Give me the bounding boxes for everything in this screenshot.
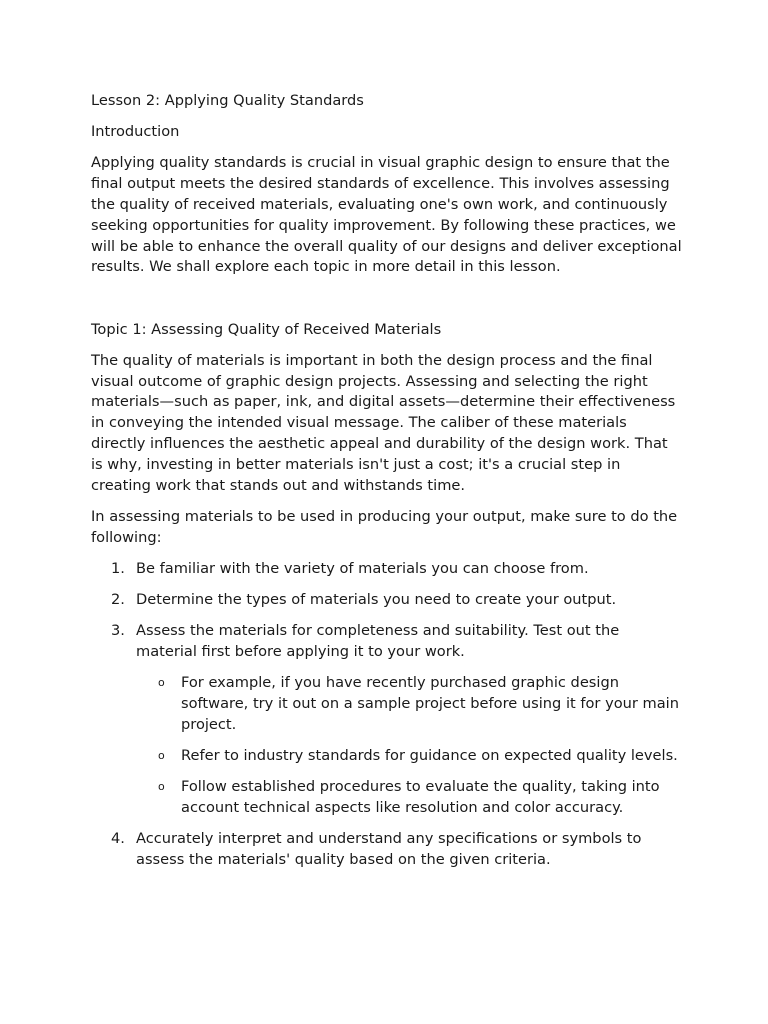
list-number: 1.: [111, 559, 125, 577]
list-item: [91, 829, 683, 871]
list-item-text: Assess the materials for completeness and suitability. Test out the material first before applying it to your work.: [136, 622, 620, 660]
list-item: [91, 590, 683, 611]
list-item: [91, 621, 683, 819]
hollow-bullet-icon: o: [158, 780, 165, 794]
list-number: 3.: [111, 622, 125, 640]
list-number: 4.: [111, 830, 125, 847]
introduction-heading: Introduction: [91, 123, 180, 141]
list-number: 2.: [111, 590, 125, 608]
list-item-text: Be familiar with the variety of materials you can choose from.: [136, 559, 589, 577]
hollow-bullet-icon: o: [158, 748, 165, 762]
topic-1-heading: Topic 1: Assessing Quality of Received Materials: [91, 320, 442, 338]
list-item-text: Determine the types of materials you need to create your output.: [136, 590, 617, 608]
list-item: [91, 559, 683, 580]
sub-list-item-text: For example, if you have recently purchased graphic design software, try it out on a sample project before using it for your main project.: [181, 674, 679, 733]
sub-list-item: [136, 777, 683, 819]
topic-1-paragraph-1: The quality of materials is important in both the design process and the final visual outcome of graphic design projects. Assessing and selecting the right materials—such as paper, ink, and digital assets—determine their effectiveness in conveying the intended visual message. The caliber of these materials directly influences the aesthetic appeal and durability of the design work. That is why, investing in better materials isn't just a cost; it's a crucial step in creating work that stands out and withstands time.: [91, 351, 676, 494]
sub-list-item-text: Follow established procedures to evaluate the quality, taking into account technical aspects like resolution and color accuracy.: [181, 778, 660, 816]
section-spacer: [91, 289, 683, 320]
lesson-title: Lesson 2: Applying Quality Standards: [91, 92, 364, 109]
introduction-paragraph: Applying quality standards is crucial in visual graphic design to ensure that the final output meets the desired standards of excellence. This involves assessing the quality of received materials, evaluating one's own work, and continuously seeking opportunities for quality improvement. By following these practices, we will be able to enhance the overall quality of our designs and deliver exceptional results. We shall explore each topic in more detail in this lesson.: [91, 154, 682, 276]
hollow-bullet-icon: o: [158, 676, 165, 690]
assessment-steps-list: [91, 559, 683, 871]
sub-list-item-text: Refer to industry standards for guidance on expected quality levels.: [181, 746, 678, 764]
sub-bullet-list: [136, 673, 683, 819]
sub-list-item: [136, 673, 683, 735]
sub-list-item: [136, 746, 683, 767]
document-page: [91, 91, 683, 881]
list-item-text: Accurately interpret and understand any specifications or symbols to assess the materials' quality based on the given criteria.: [136, 830, 642, 868]
topic-1-paragraph-2: In assessing materials to be used in producing your output, make sure to do the following:: [91, 507, 678, 546]
